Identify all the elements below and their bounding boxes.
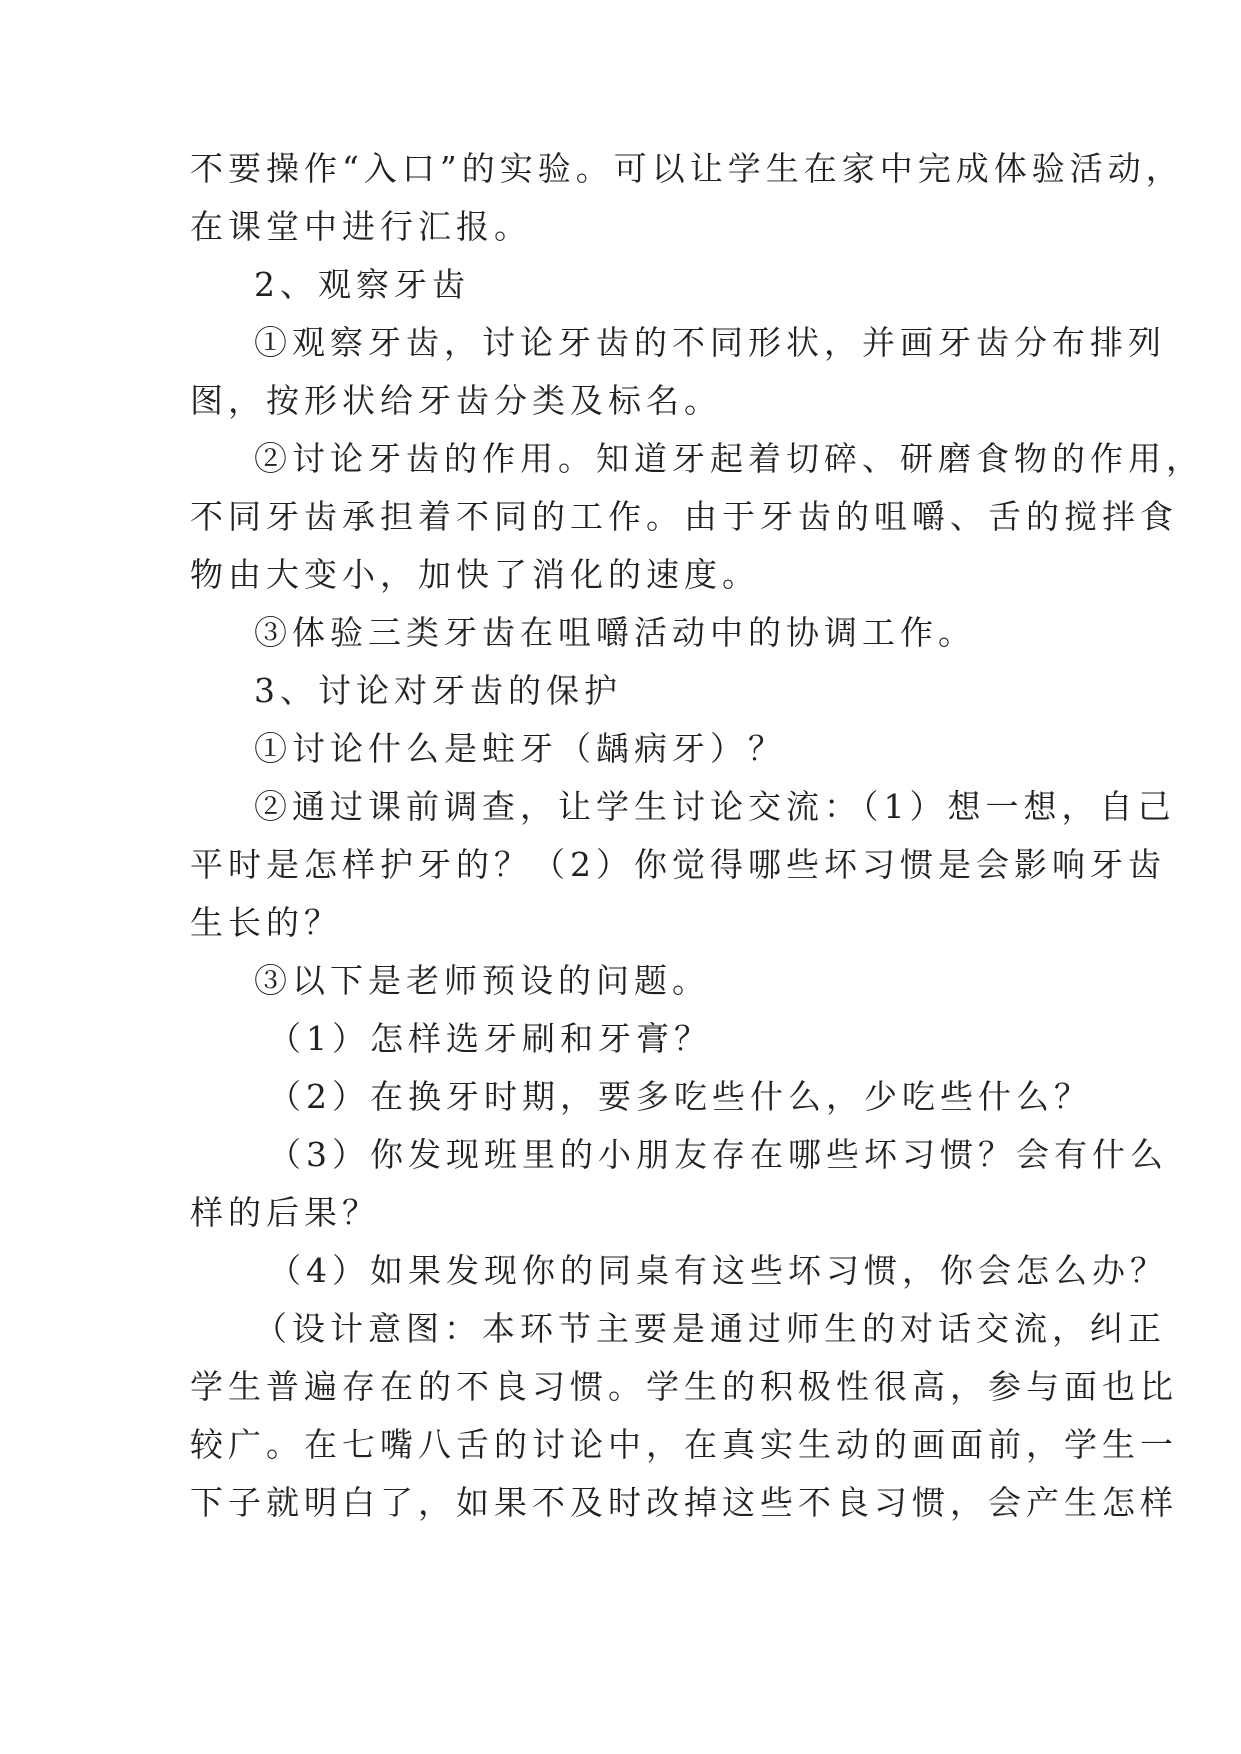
text-line: 学生普遍存在的不良习惯。学生的积极性很高，参与面也比 (190, 1367, 1178, 1406)
text-line: ①讨论什么是蛀牙（龋病牙）？ (254, 729, 786, 768)
section-heading: 2、观察牙齿 (254, 265, 470, 304)
text-line: 生长的？ (190, 903, 342, 942)
text-line: ③以下是老师预设的问题。 (254, 961, 710, 1000)
question-item: （4）如果发现你的同桌有这些坏习惯，你会怎么办？ (268, 1251, 1168, 1290)
section-heading: 3、讨论对牙齿的保护 (254, 671, 622, 710)
text-line: ③体验三类牙齿在咀嚼活动中的协调工作。 (254, 613, 976, 652)
text-line: 不同牙齿承担着不同的工作。由于牙齿的咀嚼、舌的搅拌食 (190, 497, 1178, 536)
text-line: 物由大变小，加快了消化的速度。 (190, 555, 760, 594)
text-line: 较广。在七嘴八舌的讨论中，在真实生动的画面前，学生一 (190, 1425, 1178, 1464)
document-body (190, 140, 1204, 1532)
text-line: 样的后果？ (190, 1193, 380, 1232)
text-line: ①观察牙齿，讨论牙齿的不同形状，并画牙齿分布排列 (254, 323, 1166, 362)
question-item: （1）怎样选牙刷和牙膏？ (268, 1019, 712, 1058)
design-intent-text: （设计意图：本环节主要是通过师生的对话交流，纠正 (254, 1309, 1166, 1348)
question-item: （2）在换牙时期，要多吃些什么，少吃些什么？ (268, 1077, 1092, 1116)
question-item: （3）你发现班里的小朋友存在哪些坏习惯？会有什么 (268, 1135, 1168, 1174)
text-line: 在课堂中进行汇报。 (190, 207, 532, 246)
text-line: ②通过课前调查，让学生讨论交流：（1）想一想，自己 (254, 787, 1176, 826)
text-line: 平时是怎样护牙的？（2）你觉得哪些坏习惯是会影响牙齿 (190, 845, 1166, 884)
text-line: 图，按形状给牙齿分类及标名。 (190, 381, 722, 420)
text-line: ②讨论牙齿的作用。知道牙起着切碎、研磨食物的作用， (254, 439, 1204, 478)
text-line: 下子就明白了，如果不及时改掉这些不良习惯，会产生怎样 (190, 1483, 1178, 1522)
text-line: 不要操作“入口”的实验。可以让学生在家中完成体验活动， (190, 149, 1184, 188)
